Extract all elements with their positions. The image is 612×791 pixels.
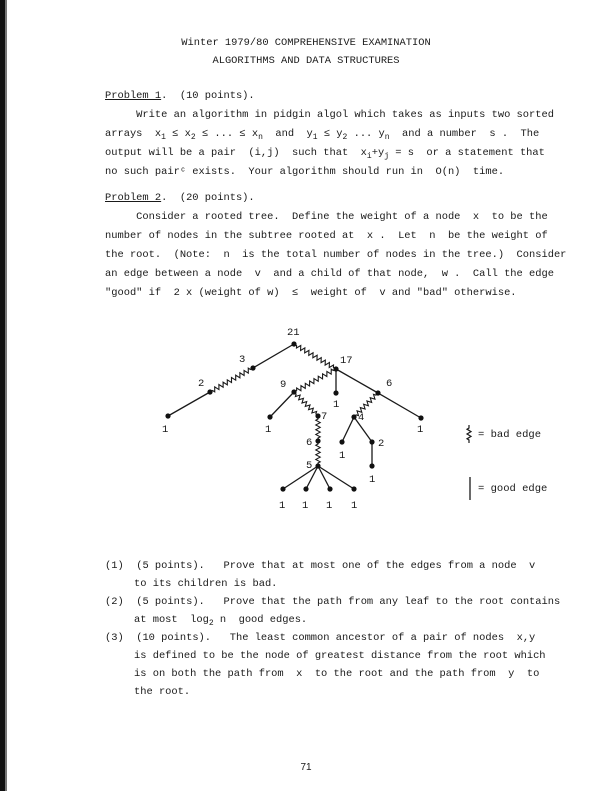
exam-subtitle: ALGORITHMS AND DATA STRUCTURES (212, 55, 400, 67)
node-weight-label: 1 (351, 500, 358, 512)
problem-2-points: . (20 points). (161, 192, 255, 204)
text-part: at most log (134, 614, 209, 626)
good-edge (253, 344, 294, 368)
exam-title: Winter 1979/80 COMPREHENSIVE EXAMINATION (181, 37, 431, 49)
part-text: The least common ancestor of a pair of nodes x,y (229, 632, 536, 644)
tree-node (351, 414, 356, 419)
tree-nodes (162, 327, 424, 512)
node-weight-label: 9 (280, 379, 287, 391)
tree-node (339, 439, 344, 444)
problem-2-line-5: "good" if 2 x (weight of w) ≤ weight of v and "bad" otherwise. (105, 287, 517, 299)
page-number: 71 (300, 762, 312, 773)
text-part: ... y (347, 128, 385, 140)
text-part: and y (262, 128, 313, 140)
subscript: n (384, 133, 390, 142)
node-weight-label: 1 (333, 399, 340, 411)
part-number: (3) (105, 632, 124, 644)
text-part: and a number s . The (389, 128, 540, 140)
bad-edge (316, 441, 320, 466)
tree-node (315, 463, 320, 468)
subscript: 1 (312, 133, 318, 142)
tree-node (165, 413, 170, 418)
subscript: n (258, 133, 263, 142)
part-2-cont (134, 614, 307, 627)
node-weight-label: 1 (265, 424, 272, 436)
part-text: Prove that at most one of the edges from a node v (223, 560, 536, 572)
tree-node (207, 389, 212, 394)
subscript: 2 (190, 133, 196, 142)
tree-node (315, 438, 320, 443)
part-number: (1) (105, 560, 124, 572)
part-2 (105, 596, 560, 609)
problem-1-line-4: no such pairᶜ exists. Your algorithm should run in O(n) time. (105, 166, 505, 178)
node-weight-label: 2 (198, 378, 205, 390)
subscript: j (384, 152, 389, 161)
tree-node (369, 439, 374, 444)
problem-2-label: Problem 2 (105, 192, 162, 204)
part-points: (5 points). (136, 560, 205, 572)
legend (467, 425, 547, 500)
node-weight-label: 1 (417, 424, 424, 436)
bad-edge (294, 369, 336, 392)
tree-node (375, 390, 380, 395)
node-weight-label: 2 (378, 438, 385, 450)
node-weight-label: 6 (386, 378, 393, 390)
bad-edge (316, 416, 320, 441)
node-weight-label: 5 (306, 460, 313, 472)
legend-bad-edge-icon (467, 425, 471, 443)
node-weight-label: 4 (358, 412, 365, 424)
problem-1-line-1: Write an algorithm in pidgin algol which takes as inputs two sorted (105, 109, 554, 121)
part-points: (5 points). (136, 596, 205, 608)
node-weight-label: 1 (369, 474, 376, 486)
problem-2-line-2: number of nodes in the subtree rooted at x . Let n be the weight of (105, 230, 548, 242)
tree-node (327, 486, 332, 491)
text-part: ≤ ... ≤ x (195, 128, 259, 140)
node-weight-label: 17 (340, 355, 353, 367)
node-weight-label: 6 (306, 437, 313, 449)
tree-node (333, 390, 338, 395)
node-weight-label: 1 (279, 500, 286, 512)
problem-1-label: Problem 1 (105, 90, 162, 102)
part-1 (105, 560, 535, 573)
part-1-cont: to its children is bad. (134, 578, 278, 590)
part-3 (105, 632, 535, 645)
text-part: +y (371, 147, 385, 159)
tree-node (291, 389, 296, 394)
part-points: (10 points). (136, 632, 212, 644)
node-weight-label: 1 (326, 500, 333, 512)
subscript: i (366, 152, 372, 161)
node-weight-label: 3 (239, 354, 246, 366)
tree-node (369, 463, 374, 468)
tree-node (315, 413, 320, 418)
problem-2-line-4: an edge between a node v and a child of that node, w . Call the edge (105, 268, 554, 280)
bad-edge (294, 392, 318, 416)
node-weight-label: 1 (162, 424, 169, 436)
subscript: 2 (342, 133, 348, 142)
tree-node (267, 414, 272, 419)
good-edge (342, 417, 354, 442)
good-edge (270, 392, 294, 417)
tree-edges (168, 344, 424, 489)
subscript: 1 (161, 133, 166, 142)
bad-edge (294, 344, 336, 369)
good-edge (283, 466, 318, 489)
node-weight-label: 1 (302, 500, 309, 512)
part-3-cont-2: is on both the path from x to the root and the path from y to (134, 668, 540, 680)
good-edge (378, 393, 421, 418)
tree-node (351, 486, 356, 491)
text-part: ≤ x (165, 128, 191, 140)
part-3-cont-3: the root. (134, 686, 191, 698)
bad-edge (210, 368, 253, 392)
text-part: = s or a statement that (389, 147, 545, 159)
part-3-cont-1: is defined to be the node of greatest distance from the root which (134, 650, 546, 662)
legend-bad-label: = bad edge (478, 429, 542, 441)
tree-node (303, 486, 308, 491)
tree-node (280, 486, 285, 491)
good-edge (168, 392, 210, 416)
node-weight-label: 7 (321, 411, 328, 423)
text-part: ≤ y (317, 128, 343, 140)
problem-2-line-1: Consider a rooted tree. Define the weight of a node x to be the (105, 211, 548, 223)
tree-node (333, 366, 338, 371)
legend-good-label: = good edge (478, 483, 548, 495)
tree-node (250, 365, 255, 370)
problem-2-line-3: the root. (Note: n is the total number of nodes in the tree.) Consider (105, 249, 567, 261)
node-weight-label: 1 (339, 450, 346, 462)
text-part: arrays x (105, 128, 162, 140)
tree-node (418, 415, 423, 420)
part-text: Prove that the path from any leaf to the root contains (223, 596, 561, 608)
subscript: 2 (208, 619, 214, 628)
text-part: n good edges. (213, 614, 308, 626)
good-edge (336, 369, 378, 393)
tree-node (291, 341, 296, 346)
problem-1-points: . (10 points). (161, 90, 255, 102)
text-part: output will be a pair (i,j) such that x (105, 147, 367, 159)
part-number: (2) (105, 596, 124, 608)
node-weight-label: 21 (287, 327, 300, 339)
